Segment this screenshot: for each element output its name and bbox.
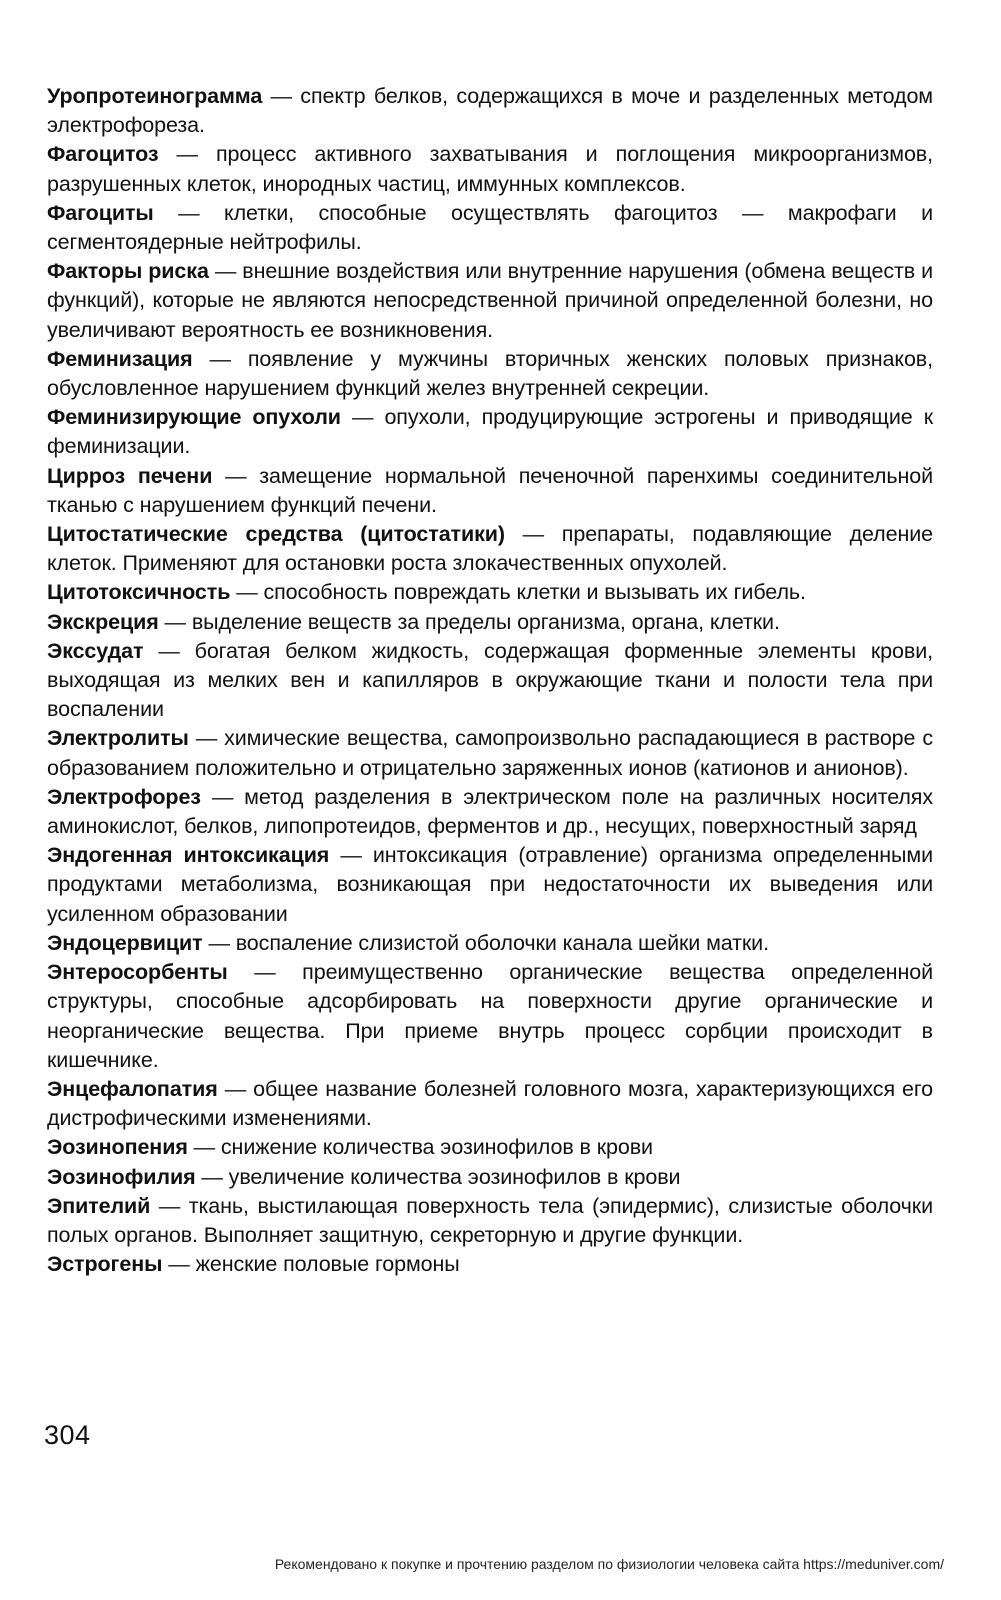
- term: Эндогенная интоксикация: [47, 843, 330, 868]
- term: Эндоцервицит: [47, 930, 203, 955]
- glossary-entry: [47, 520, 933, 578]
- definition: — спектр белков, содержащихся в моче и разделенных методом электрофореза.: [47, 84, 933, 138]
- page-number: 304: [44, 1420, 91, 1450]
- glossary-entry: [47, 929, 933, 958]
- definition: — интоксикация (отравление) организма определенными продуктами метаболизма, возникающая при недостаточности их выведения или усиленном образовании: [47, 843, 933, 926]
- glossary-entry: [47, 345, 933, 403]
- glossary-list: [47, 82, 933, 1279]
- glossary-entry: [47, 958, 933, 1075]
- definition: — способность повреждать клетки и вызывать их гибель.: [230, 580, 806, 605]
- glossary-entry: [47, 637, 933, 725]
- term: Экскреция: [47, 609, 159, 634]
- glossary-entry: [47, 578, 933, 607]
- term: Экссудат: [47, 638, 144, 663]
- term: Факторы риска: [47, 259, 209, 284]
- term: Эстрогены: [47, 1252, 163, 1277]
- footer-note: Рекомендовано к покупке и прочтению разделом по физиологии человека сайта https://meduniver.com/: [274, 1556, 944, 1572]
- glossary-entry: [47, 783, 933, 841]
- definition: — опухоли, продуцирующие эстрогены и приводящие к феминизации.: [47, 405, 934, 459]
- definition: — общее название болезней головного мозга, характеризующихся его дистрофическими изменениями.: [47, 1076, 933, 1131]
- glossary-entry: [47, 1163, 933, 1192]
- definition: — выделение веществ за пределы организма, органа, клетки.: [158, 609, 780, 634]
- term: Феминизирующие опухоли: [47, 405, 341, 430]
- glossary-entry: [47, 257, 933, 345]
- term: Фагоциты: [47, 200, 154, 225]
- term: Электрофорез: [47, 784, 201, 809]
- glossary-entry: [47, 462, 933, 520]
- term: Энцефалопатия: [47, 1076, 218, 1101]
- term: Цирроз печени: [47, 463, 213, 488]
- term: Эозинопения: [47, 1135, 188, 1160]
- term: Электролиты: [47, 726, 189, 751]
- definition: — препараты, подавляющие деление клеток. Применяют для остановки роста злокачественных опухолей.: [47, 522, 933, 576]
- definition: — женские половые гормоны: [162, 1252, 460, 1277]
- definition: — замещение нормальной печеночной паренхимы соединительной тканью с нарушением функций печени.: [47, 463, 933, 517]
- glossary-entry: [47, 841, 933, 929]
- term: Уропротеинограмма: [47, 84, 263, 108]
- glossary-entry: [47, 82, 933, 140]
- term: Цитотоксичность: [47, 580, 231, 605]
- term: Цитостатические средства (цитостатики): [47, 522, 505, 547]
- term: Эпителий: [47, 1193, 151, 1218]
- glossary-entry: [47, 608, 933, 637]
- definition: — снижение количества эозинофилов в крови: [187, 1135, 653, 1160]
- glossary-entry: [47, 1133, 933, 1162]
- glossary-entry: [47, 1075, 933, 1133]
- definition: — ткань, выстилающая поверхность тела (эпидермис), слизистые оболочки полых органов. Выполняет защитную, секреторную и другие функции.: [47, 1193, 933, 1247]
- glossary-entry: [47, 724, 933, 782]
- definition: — внешние воздействия или внутренние нарушения (обмена веществ и функций), которые не являются непосредственной причиной определенной болезни, но увеличивают вероятность ее возникновения.: [47, 259, 934, 342]
- glossary-entry: [47, 140, 933, 198]
- term: Феминизация: [47, 346, 193, 371]
- definition: — метод разделения в электрическом поле на различных носителях аминокислот, белков, липопротеидов, ферментов и др., несущих, поверхностный заряд: [47, 784, 933, 839]
- glossary-entry: [47, 199, 933, 257]
- definition: — процесс активного захватывания и поглощения микроорганизмов, разрушенных клеток, инородных частиц, иммунных комплексов.: [47, 142, 933, 196]
- definition: — увеличение количества эозинофилов в крови: [195, 1164, 681, 1189]
- glossary-entry: [47, 1192, 933, 1250]
- term: Эозинофилия: [47, 1164, 196, 1189]
- definition: — клетки, способные осуществлять фагоцитоз — макрофаги и сегментоядерные нейтрофилы.: [47, 200, 933, 255]
- glossary-entry: [47, 1250, 933, 1279]
- definition: — воспаление слизистой оболочки канала шейки матки.: [202, 930, 769, 955]
- definition: — химические вещества, самопроизвольно распадающиеся в растворе с образованием положительно и отрицательно заряженных ионов (катионов и анионов).: [47, 726, 933, 780]
- term: Фагоцитоз: [47, 142, 159, 167]
- term: Энтеросорбенты: [47, 960, 228, 985]
- definition: — богатая белком жидкость, содержащая форменные элементы крови, выходящая из мелких вен и капилляров в окружающие ткани и полости тела при воспалении: [47, 638, 933, 722]
- definition: — появление у мужчины вторичных женских половых признаков, обусловленное нарушением функций желез внутренней секреции.: [47, 346, 933, 401]
- definition: — преимущественно органические вещества определенной структуры, способные адсорбировать на поверхности другие органические и неорганические вещества. При приеме внутрь процесс сорбции происходит в кишечнике.: [47, 960, 933, 1072]
- glossary-entry: [47, 403, 933, 461]
